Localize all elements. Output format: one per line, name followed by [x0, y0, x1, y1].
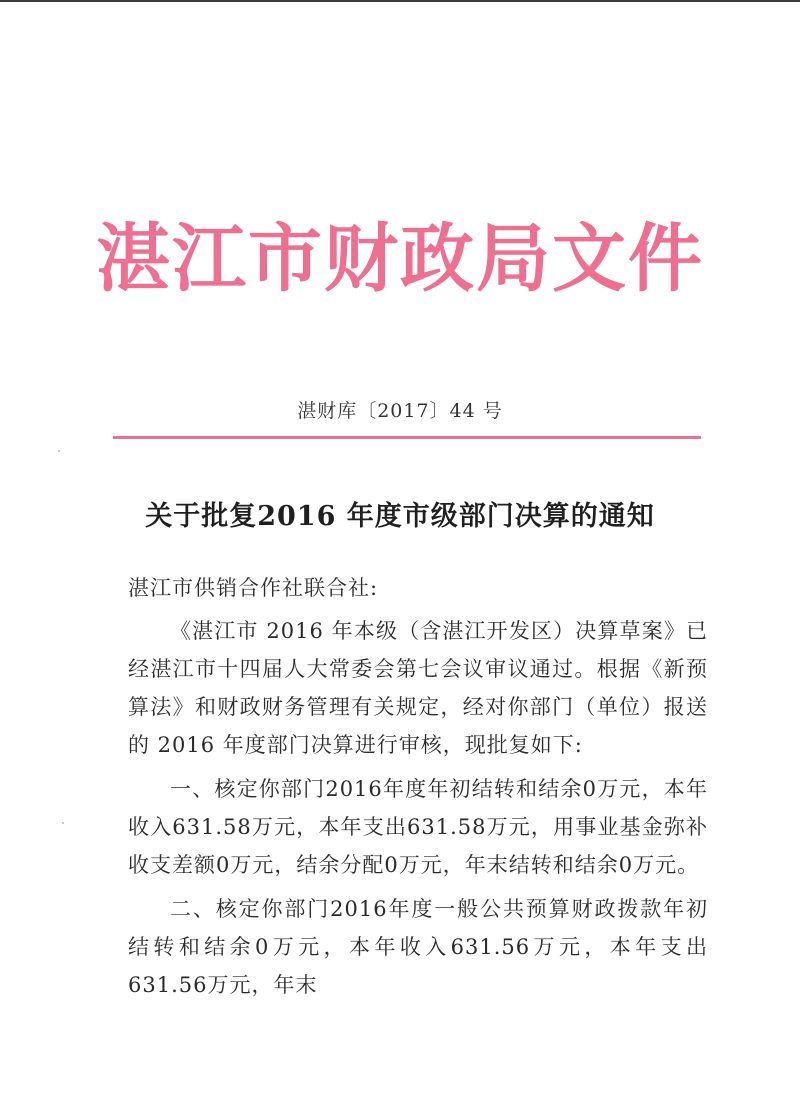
issuer-header-title: 湛江市财政局文件	[96, 216, 704, 302]
scan-speck	[62, 822, 64, 824]
scan-edge	[0, 0, 800, 2]
body-paragraph-2: 一、核定你部门2016年度年初结转和结余0万元，本年收入631.58万元，本年支出631.58万元，用事业基金弥补收支差额0万元，结余分配0万元，年末结转和结余0万元。	[128, 777, 708, 877]
body-paragraph-3: 二、核定你部门2016年度一般公共预算财政拨款年初结转和结余0万元，本年收入631.56万元，本年支出631.56万元，年末	[128, 897, 708, 997]
red-divider-line	[113, 436, 701, 439]
document-body	[128, 612, 708, 1010]
scan-speck	[58, 450, 60, 452]
document-number: 湛财库〔2017〕44 号	[297, 400, 503, 422]
document-title: 关于批复2016 年度市级部门决算的通知	[145, 501, 655, 532]
recipient-line: 湛江市供销合作社联合社:	[128, 576, 379, 600]
body-paragraph-1: 《湛江市 2016 年本级（含湛江开发区）决算草案》已经湛江市十四届人大常委会第七会议审议通过。根据《新预算法》和财政财务管理有关规定，经对你部门（单位）报送的 2016 年度部门决算进行审核，现批复如下:	[128, 619, 708, 757]
